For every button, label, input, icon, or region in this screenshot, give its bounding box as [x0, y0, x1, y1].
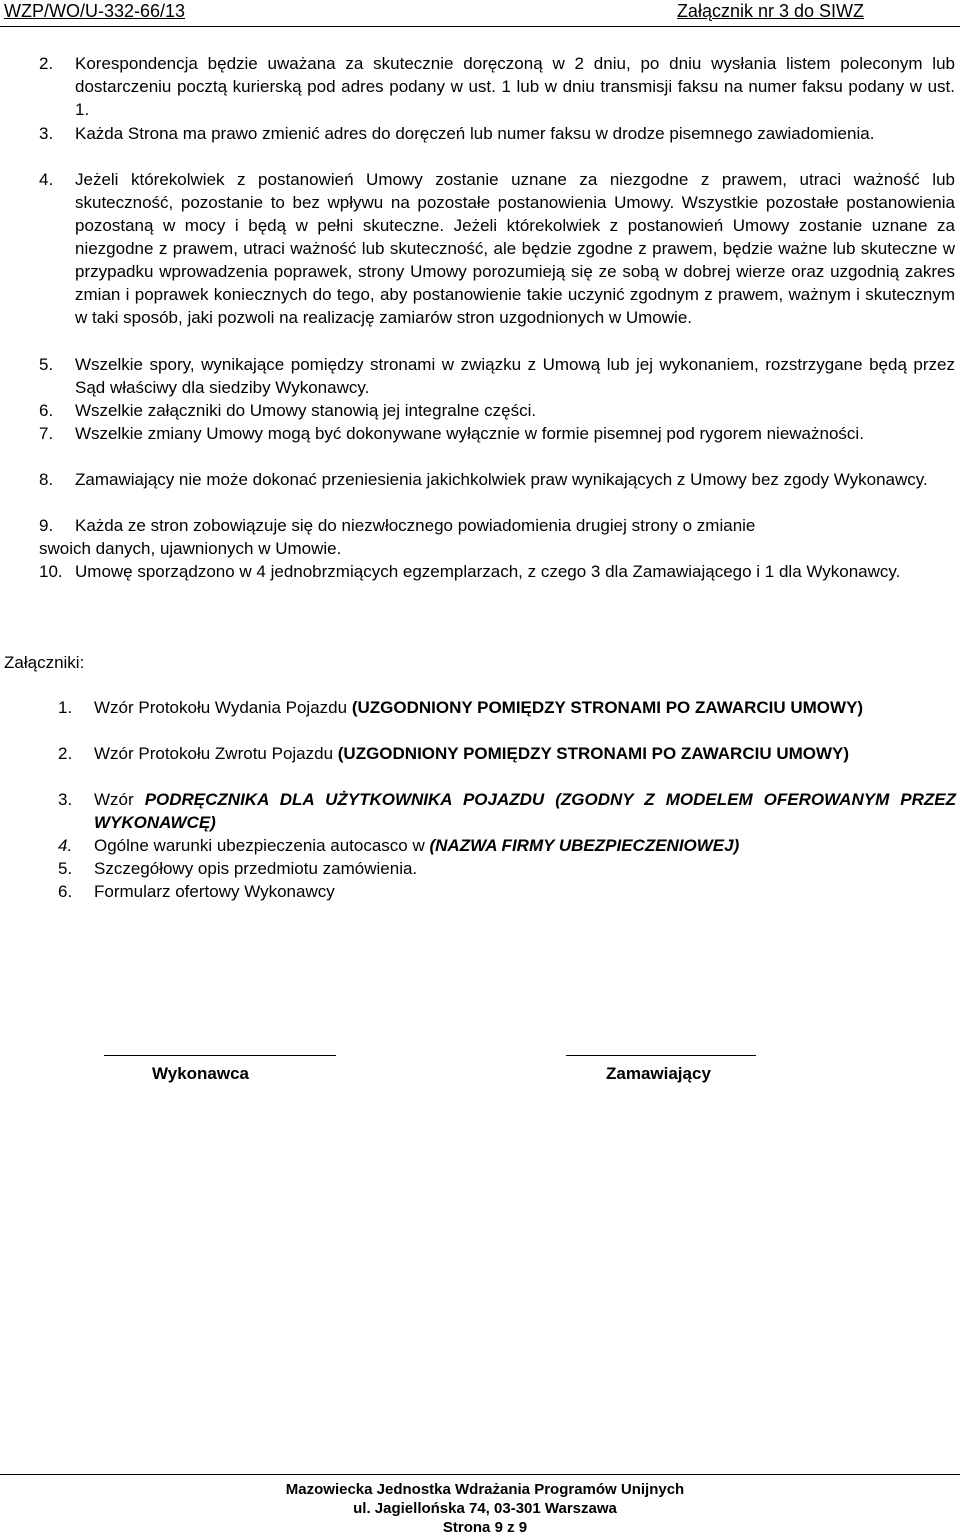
attachment-emphasis: PODRĘCZNIKA DLA UŻYTKOWNIKA POJAZDU (ZGODNY Z MODELEM OFEROWANYM PRZEZ WYKONAWCĘ): [94, 790, 956, 832]
attachment-plain-text: Ogólne warunki ubezpieczenia autocasco w: [94, 836, 430, 855]
clause-6: [39, 399, 955, 422]
clause-number: 4.: [39, 170, 54, 189]
attachment-text: [94, 857, 956, 880]
attachment-number: 1.: [58, 698, 73, 717]
clause-7: [39, 422, 955, 445]
signature-label-contractor: Wykonawca: [152, 1064, 250, 1083]
attachment-plain-text: Wzór Protokołu Zwrotu Pojazdu: [94, 744, 338, 763]
document-reference: WZP/WO/U-332-66/13: [4, 1, 186, 21]
attachment-number: 3.: [58, 790, 73, 809]
attachment-text: [94, 742, 956, 765]
clause-text: Wszelkie załączniki do Umowy stanowią jej integralne części.: [75, 401, 537, 420]
clause-text: Korespondencja będzie uważana za skutecznie doręczoną w 2 dniu, po dniu wysłania listem poleconym lub dostarczeniu pocztą kurierską pod adres podany w ust. 1 lub w dniu transmisji faksu na numer faksu podany w ust. 1.: [75, 54, 955, 119]
attachment-3: [58, 788, 956, 834]
attachment-6: [58, 880, 956, 903]
attachment-plain-text: Formularz ofertowy Wykonawcy: [94, 882, 335, 901]
attachment-reference: Załącznik nr 3 do SIWZ: [676, 1, 864, 21]
attachments-heading: Załączniki:: [4, 653, 85, 672]
page-header: [0, 0, 960, 27]
attachment-5: [58, 857, 956, 880]
clause-text: Każda Strona ma prawo zmienić adres do doręczeń lub numer faksu w drodze pisemnego zawiadomienia.: [75, 124, 875, 143]
attachment-number: 2.: [58, 744, 73, 763]
attachment-2: [58, 742, 956, 765]
attachment-number: 5.: [58, 859, 73, 878]
signature-label-ordering-party: Zamawiający: [606, 1064, 711, 1083]
clause-number: 3.: [39, 124, 54, 143]
clause-number: 8.: [39, 470, 54, 489]
clause-2: [39, 52, 955, 121]
attachment-plain-text: Wzór Protokołu Wydania Pojazdu: [94, 698, 352, 717]
clause-number: 7.: [39, 424, 54, 443]
clause-text: Każda ze stron zobowiązuje się do niezwłocznego powiadomienia drugiej strony o zmianie swoich danych, ujawnionych w Umowie.: [39, 516, 756, 558]
clause-4: [39, 168, 955, 329]
attachment-number: 6.: [58, 882, 73, 901]
clause-text: Wszelkie zmiany Umowy mogą być dokonywane wyłącznie w formie pisemnej pod rygorem nieważności.: [75, 424, 864, 443]
clause-number: 5.: [39, 355, 54, 374]
attachment-4: [58, 834, 956, 857]
clause-number: 6.: [39, 401, 54, 420]
clause-text: Umowę sporządzono w 4 jednobrzmiących egzemplarzach, z czego 3 dla Zamawiającego i 1 dla Wykonawcy.: [75, 562, 901, 581]
clause-number: 10.: [39, 562, 63, 581]
clause-text: Zamawiający nie może dokonać przeniesienia jakichkolwiek praw wynikających z Umowy bez zgody Wykonawcy.: [75, 470, 928, 489]
clause-text: Wszelkie spory, wynikające pomiędzy stronami w związku z Umową lub jej wykonaniem, rozstrzygane będą przez Sąd właściwy dla siedziby Wykonawcy.: [75, 355, 955, 397]
attachment-emphasis: (NAZWA FIRMY UBEZPIECZENIOWEJ): [429, 836, 740, 855]
clause-number: 2.: [39, 54, 54, 73]
page-number: Strona 9 z 9: [442, 1519, 528, 1536]
attachment-1: [58, 696, 956, 719]
attachment-emphasis: (UZGODNIONY POMIĘDZY STRONAMI PO ZAWARCIU UMOWY): [351, 698, 864, 717]
clause-5: [39, 353, 955, 399]
clause-3: [39, 122, 955, 145]
signature-line-ordering-party: [566, 1055, 756, 1056]
footer-address: ul. Jagiellońska 74, 03-301 Warszawa: [353, 1500, 617, 1517]
footer-organization: Mazowiecka Jednostka Wdrażania Programów Unijnych: [285, 1481, 685, 1498]
attachment-plain-text: Wzór: [94, 790, 145, 809]
clause-10: [39, 560, 955, 583]
attachment-plain-text: Szczegółowy opis przedmiotu zamówienia.: [94, 859, 418, 878]
attachment-number: 4.: [58, 836, 73, 855]
attachment-text: [94, 788, 956, 834]
page-footer: [0, 1474, 960, 1537]
clause-8: [39, 468, 955, 491]
clause-number: 9.: [39, 516, 54, 535]
attachment-emphasis: (UZGODNIONY POMIĘDZY STRONAMI PO ZAWARCIU UMOWY): [337, 744, 850, 763]
attachment-text: [94, 834, 956, 857]
attachment-text: [94, 880, 956, 903]
clause-text: Jeżeli którekolwiek z postanowień Umowy zostanie uznane za niezgodne z prawem, utraci ważność lub skuteczność, pozostanie to bez wpływu na pozostałe postanowienia Umowy. Wszystkie pozostałe postanowienia pozostaną w mocy i będą w pełni skuteczne. Jeżeli którekolwiek z postanowień Umowy zostanie uznane za niezgodne z prawem, utraci ważność lub skuteczność, ale będzie zgodne z prawem, będzie ważne lub skuteczne w przypadku wprowadzenia poprawek, strony Umowy porozumieją się ze sobą w dobrej wierze oraz uzgodnią zakres zmian i poprawek koniecznych do tego, aby postanowienie takie uczynić zgodnym z prawem, ważnym i skutecznym w taki sposób, jaki pozwoli na realizację zamiarów stron uzgodnionych w Umowie.: [75, 170, 955, 327]
clause-9: [39, 514, 955, 560]
attachment-text: [94, 696, 956, 719]
signature-line-contractor: [104, 1055, 336, 1056]
